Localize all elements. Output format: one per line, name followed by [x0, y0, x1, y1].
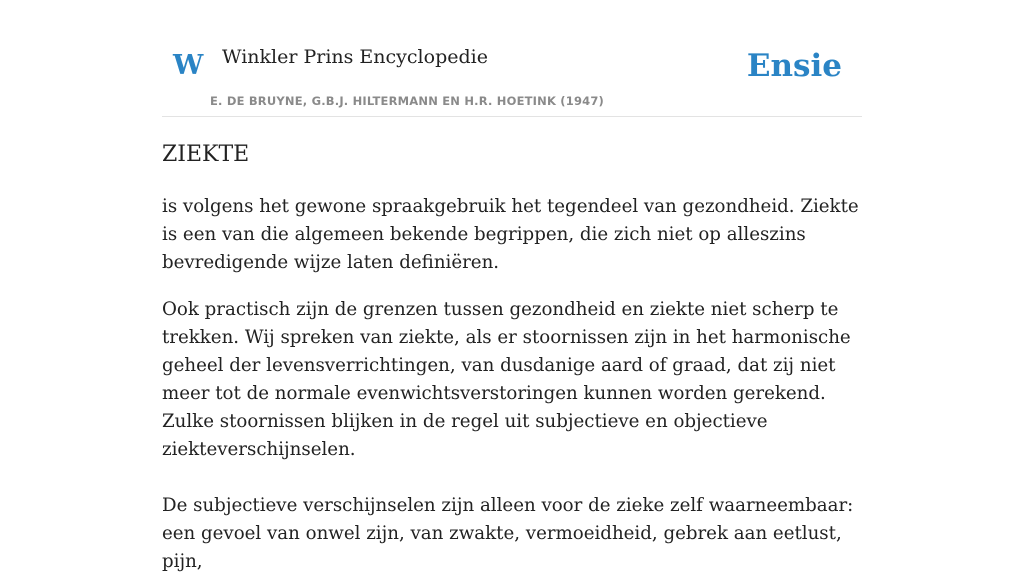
article-paragraph: Ook practisch zijn de grenzen tussen gezondheid en ziekte niet scherp te trekken. Wij spreken van ziekte, als er stoornissen zijn in het harmonische geheel der levensverrichtingen, van dusdanige aard of graad, dat zij niet meer tot de normale evenwichtsverstoringen kunnen worden gerekend. Zulke stoornissen blijken in de regel uit subjectieve en objectieve ziekteverschijnselen. — [162, 299, 851, 460]
source-authors: E. DE BRUYNE, G.B.J. HILTERMANN EN H.R. HOETINK (1947) — [210, 94, 605, 108]
ensie-logo[interactable]: Ensie — [746, 48, 842, 84]
article — [162, 116, 862, 576]
source-title[interactable]: Winkler Prins Encyclopedie — [222, 46, 488, 68]
article-paragraph: De subjectieve verschijnselen zijn alleen voor de zieke zelf waarneembaar: een gevoel van onwel zijn, van zwakte, vermoeidheid, gebrek aan eetlust, pijn, — [162, 495, 854, 572]
header — [162, 0, 862, 117]
article-paragraph: is volgens het gewone spraakgebruik het tegendeel van gezondheid. Ziekte is een van die algemeen bekende begrippen, die zich niet op alleszins bevredigende wijze laten definiëren. — [162, 196, 859, 273]
winkler-prins-logo[interactable]: W — [173, 50, 204, 81]
article-title: ZIEKTE — [162, 142, 250, 167]
